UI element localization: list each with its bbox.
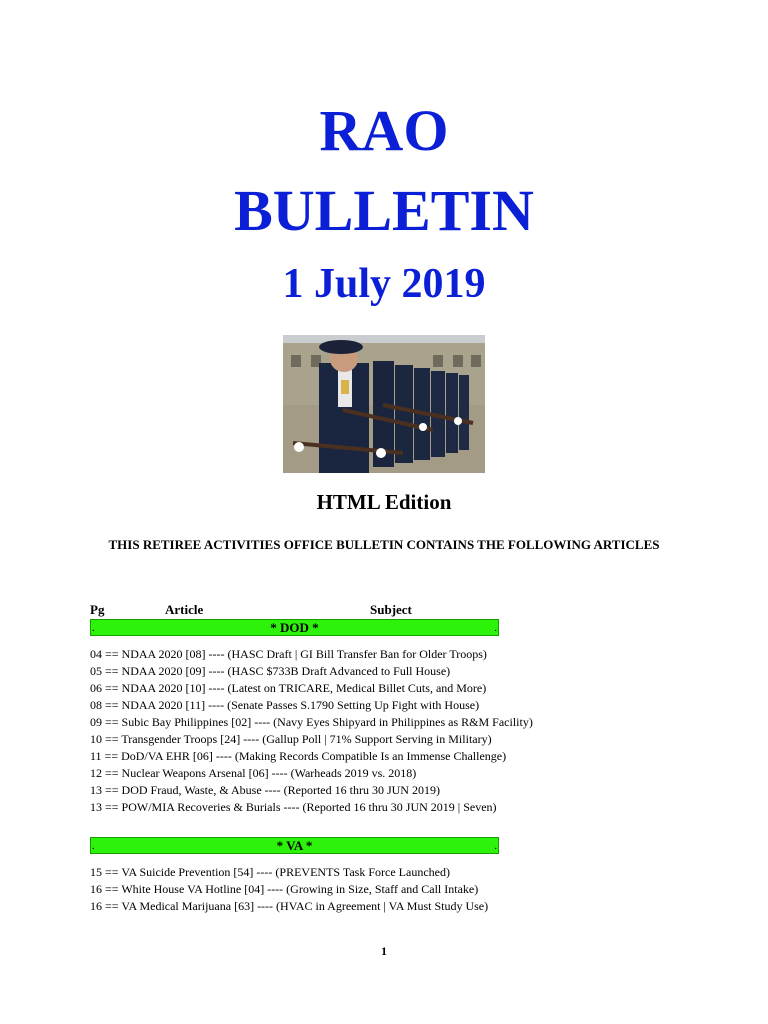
bulletin-date: 1 July 2019 bbox=[282, 261, 486, 307]
article-item[interactable]: 05 == NDAA 2020 [09] ---- (HASC $733B Draft Advanced to Full House) bbox=[90, 664, 451, 678]
article-item[interactable]: 16 == White House VA Hotline [04] ---- (Growing in Size, Staff and Call Intake) bbox=[90, 882, 479, 896]
column-header-article: Article bbox=[165, 602, 204, 617]
band-dot: . bbox=[494, 622, 497, 634]
article-list-va bbox=[90, 864, 710, 915]
article-item[interactable]: 15 == VA Suicide Prevention [54] ---- (PREVENTS Task Force Launched) bbox=[90, 865, 450, 879]
article-item[interactable]: 04 == NDAA 2020 [08] ---- (HASC Draft | GI Bill Transfer Ban for Older Troops) bbox=[90, 647, 487, 661]
article-item[interactable]: 12 == Nuclear Weapons Arsenal [06] ---- (Warheads 2019 vs. 2018) bbox=[90, 766, 417, 780]
edition-label: HTML Edition bbox=[316, 490, 452, 514]
article-item[interactable]: 08 == NDAA 2020 [11] ---- (Senate Passes S.1790 Setting Up Fight with House) bbox=[90, 698, 480, 712]
section-heading-label: * VA * bbox=[276, 838, 313, 853]
bulletin-title-bulletin: BULLETIN bbox=[234, 178, 534, 243]
section-heading-va bbox=[90, 837, 499, 854]
band-dot: . bbox=[92, 622, 95, 634]
article-list-dod bbox=[90, 646, 710, 816]
page-number: 1 bbox=[381, 944, 387, 958]
article-item[interactable]: 09 == Subic Bay Philippines [02] ---- (Navy Eyes Shipyard in Philippines as R&M Facility) bbox=[90, 715, 533, 729]
article-item[interactable]: 13 == DOD Fraud, Waste, & Abuse ---- (Reported 16 thru 30 JUN 2019) bbox=[90, 783, 440, 797]
article-item[interactable]: 11 == DoD/VA EHR [06] ---- (Making Records Compatible Is an Immense Challenge) bbox=[90, 749, 507, 763]
honor-guard-photo bbox=[283, 335, 485, 473]
section-heading-label: * DOD * bbox=[270, 620, 319, 635]
band-dot: . bbox=[92, 840, 95, 852]
article-item[interactable]: 13 == POW/MIA Recoveries & Burials ---- (Reported 16 thru 30 JUN 2019 | Seven) bbox=[90, 800, 497, 814]
column-header-pg: Pg bbox=[90, 602, 105, 617]
bulletin-title-rao: RAO bbox=[319, 98, 449, 163]
column-header-subject: Subject bbox=[370, 602, 412, 617]
article-item[interactable]: 10 == Transgender Troops [24] ---- (Gallup Poll | 71% Support Serving in Military) bbox=[90, 732, 492, 746]
section-heading-dod bbox=[90, 619, 499, 636]
article-item[interactable]: 06 == NDAA 2020 [10] ---- (Latest on TRICARE, Medical Billet Cuts, and More) bbox=[90, 681, 487, 695]
intro-text: THIS RETIREE ACTIVITIES OFFICE BULLETIN CONTAINS THE FOLLOWING ARTICLES bbox=[108, 537, 660, 552]
article-item[interactable]: 16 == VA Medical Marijuana [63] ---- (HVAC in Agreement | VA Must Study Use) bbox=[90, 899, 489, 913]
band-dot: . bbox=[494, 840, 497, 852]
